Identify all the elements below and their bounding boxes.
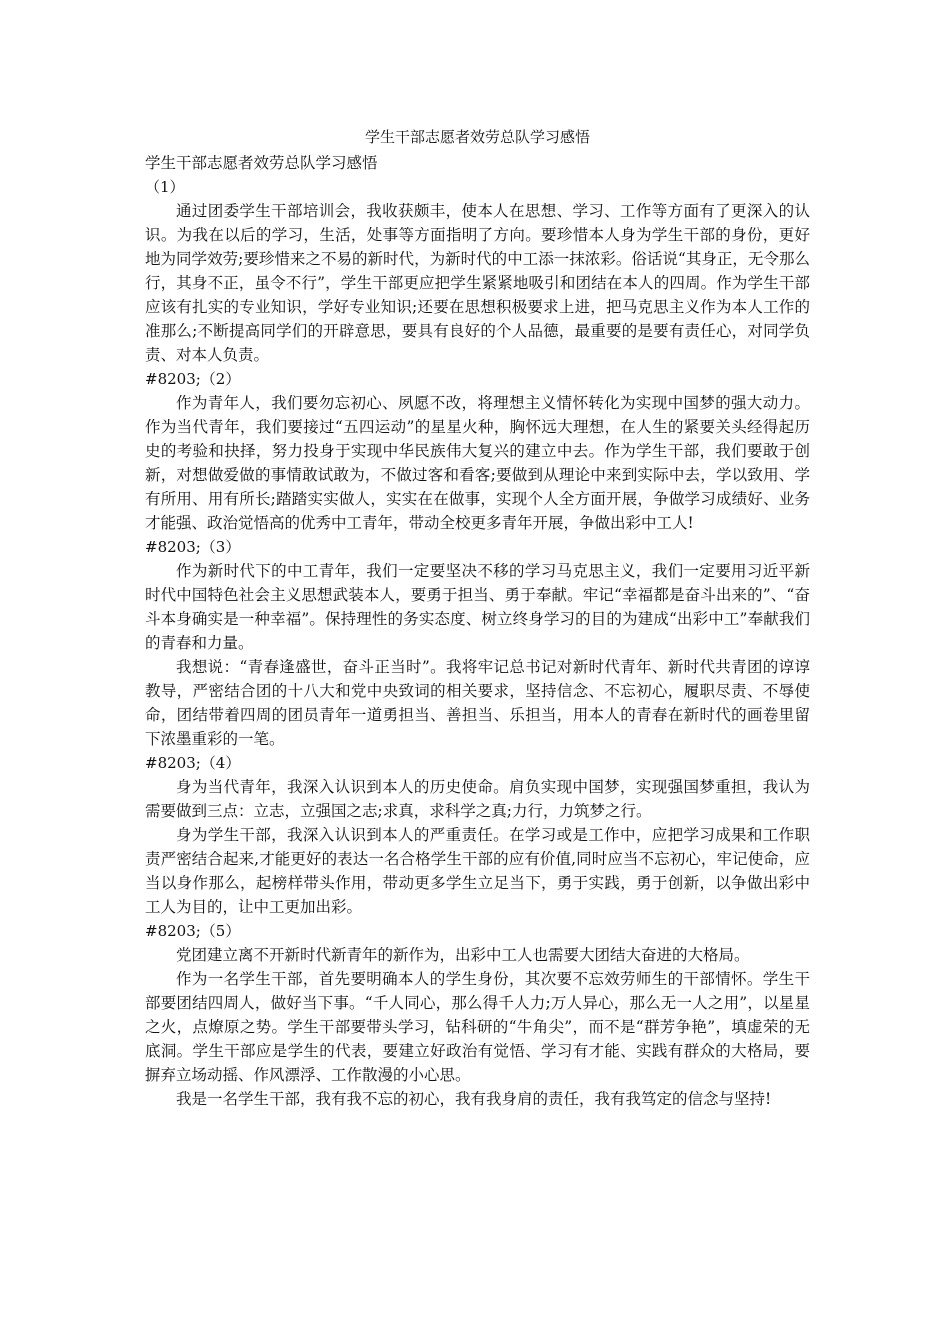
section-marker: #8203;（5） [145, 922, 241, 940]
section-2 [145, 367, 810, 535]
section-marker: （1） [145, 178, 185, 196]
paragraph: 身为学生干部，我深入认识到本人的严重责任。在学习或是工作中，应把学习成果和工作职责严密结合起来,才能更好的表达一名合格学生干部的应有价值,同时应当不忘初心，牢记使命，应当以身作那么，起榜样带头作用，带动更多学生立足当下，勇于实践，勇于创新，以争做出彩中工人为目的，让中工更加出彩。 [145, 826, 810, 916]
section-3 [145, 535, 810, 751]
paragraph: 我想说：“青春逢盛世，奋斗正当时”。我将牢记总书记对新时代青年、新时代共青团的谆谆教导，严密结合团的十八大和党中央致词的相关要求，坚持信念、不忘初心，履职尽责、不辱使命，团结带着四周的团员青年一道勇担当、善担当、乐担当，用本人的青春在新时代的画卷里留下浓墨重彩的一笔。 [145, 658, 810, 748]
paragraph: 党团建立离不开新时代新青年的新作为，出彩中工人也需要大团结大奋进的大格局。 [176, 946, 750, 964]
section-marker: #8203;（3） [145, 538, 241, 556]
paragraph: 作为青年人，我们要勿忘初心、夙愿不改，将理想主义情怀转化为实现中国梦的强大动力。作为当代青年，我们要接过“五四运动”的星星火种，胸怀远大理想，在人生的紧要关头经得起历史的考验和抉择，努力投身于实现中华民族伟大复兴的建立中去。作为学生干部，我们要敢于创新，对想做爱做的事情敢试敢为，不做过客和看客;要做到从理论中来到实际中去，学以致用、学有所用、用有所长;踏踏实实做人，实实在在做事，实现个人全方面开展，争做学习成绩好、业务才能强、政治觉悟高的优秀中工青年，带动全校更多青年开展，争做出彩中工人! [145, 394, 810, 532]
section-4 [145, 751, 810, 919]
paragraph: 我是一名学生干部，我有我不忘的初心，我有我身肩的责任，我有我笃定的信念与坚持! [176, 1090, 772, 1108]
paragraph: 通过团委学生干部培训会，我收获颇丰，使本人在思想、学习、工作等方面有了更深入的认识。为我在以后的学习，生活，处事等方面指明了方向。要珍惜本人身为学生干部的身份，更好地为同学效劳;要珍惜来之不易的新时代，为新时代的中工添一抹浓彩。俗话说“其身正，无令那么行，其身不正，虽令不行”，学生干部更应把学生紧紧地吸引和团结在本人的四周。作为学生干部应该有扎实的专业知识，学好专业知识;还要在思想积极要求上进，把马克思主义作为本人工作的准那么;不断提高同学们的开辟意思，要具有良好的个人品德，最重要的是要有责任心，对同学负责、对本人负责。 [145, 202, 810, 364]
section-marker: #8203;（4） [145, 754, 241, 772]
paragraph: 作为一名学生干部，首先要明确本人的学生身份，其次要不忘效劳师生的干部情怀。学生干部要团结四周人，做好当下事。“千人同心，那么得千人力;万人异心，那么无一人之用”，以星星之火，点燎原之势。学生干部要带头学习，钻科研的“牛角尖”，而不是“群芳争艳”，填虚荣的无底洞。学生干部应是学生的代表，要建立好政治有觉悟、学习有才能、实践有群众的大格局，要摒弃立场动摇、作风漂浮、工作散漫的小心思。 [145, 970, 810, 1084]
document-page [145, 123, 810, 1111]
paragraph: 身为当代青年，我深入认识到本人的历史使命。肩负实现中国梦，实现强国梦重担，我认为需要做到三点：立志，立强国之志;求真，求科学之真;力行，力筑梦之行。 [145, 778, 810, 820]
section-5 [145, 919, 810, 1111]
document-title: 学生干部志愿者效劳总队学习感悟 [364, 128, 590, 146]
section-1 [145, 175, 810, 367]
document-subtitle: 学生干部志愿者效劳总队学习感悟 [145, 154, 378, 172]
paragraph: 作为新时代下的中工青年，我们一定要坚决不移的学习马克思主义，我们一定要用习近平新时代中国特色社会主义思想武装本人，要勇于担当、勇于奉献。牢记“幸福都是奋斗出来的”、“奋斗本身确实是一种幸福”。保持理性的务实态度、树立终身学习的目的为建成“出彩中工”奉献我们的青春和力量。 [145, 562, 810, 652]
section-marker: #8203;（2） [145, 370, 241, 388]
